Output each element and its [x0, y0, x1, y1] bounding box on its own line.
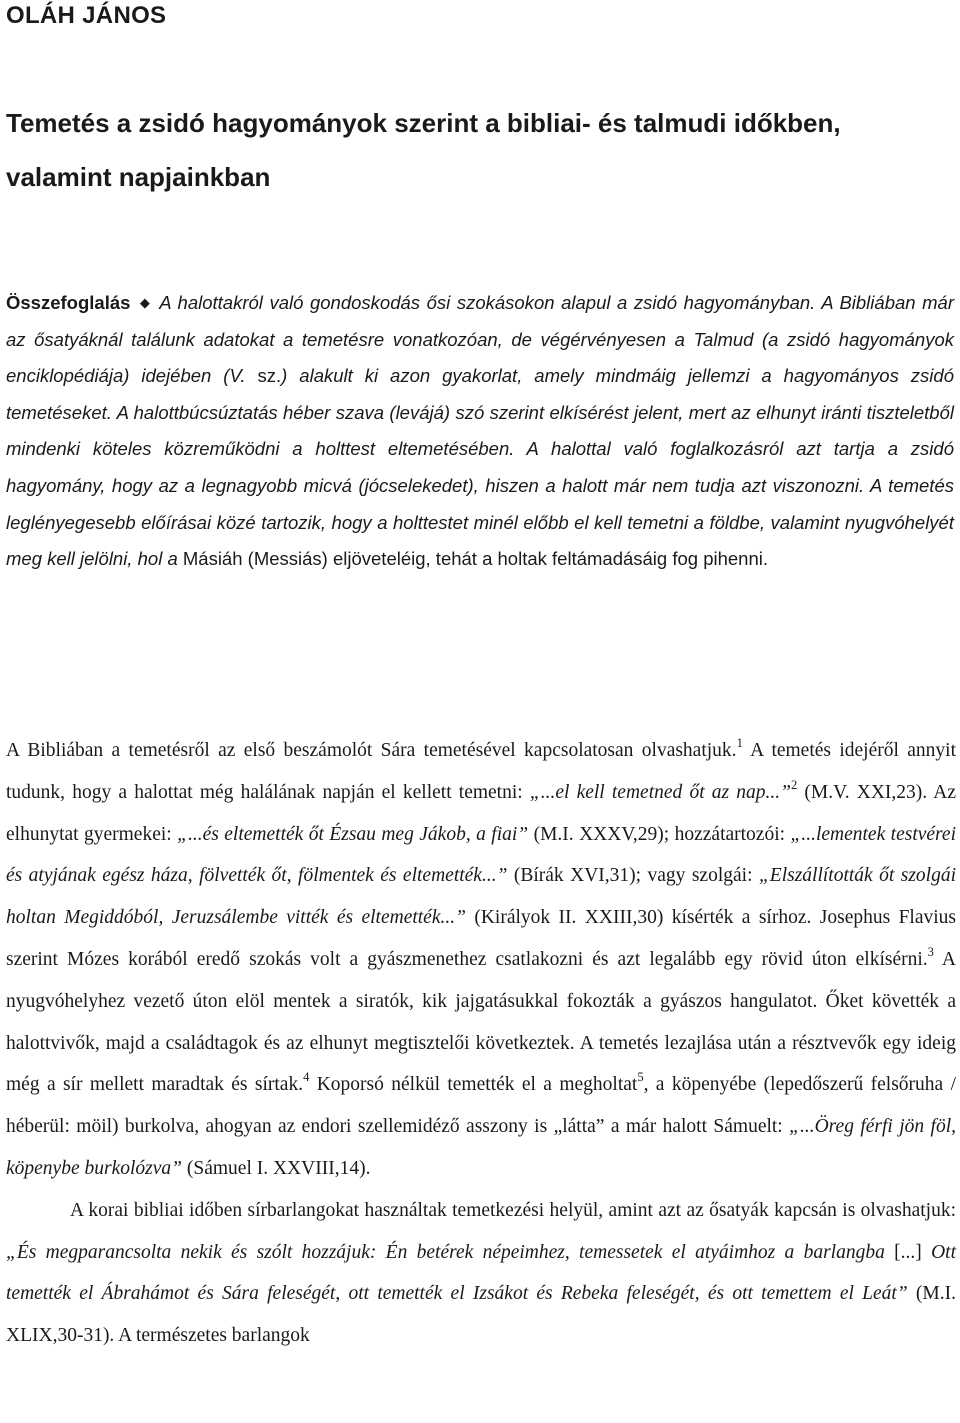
author-name: OLÁH JÁNOS [6, 2, 167, 29]
abstract [6, 285, 954, 578]
body-text [6, 730, 956, 1357]
quotation: „És megparancsolta nekik és szólt hozzájuk: Én betérek népeimhez, temessetek el atyáimhoz a barlangba [6, 1241, 885, 1263]
text-run: A nyugvóhelyhez vezető úton elöl mentek a siratók, kik jajgatásukkal fokozták a gyászos hangulatot. Őket követték a halottvivők, majd a családtagok és az elhunyt megtisztelői következtek. A temetés lezajlása után a résztvevők egy ideig még a sír mellett maradtak és sírtak. [6, 948, 956, 1096]
quotation: „...Öreg férfi jön föl, köpenybe burkolózva” [6, 1116, 956, 1179]
quotation: „Elszállították őt szolgái holtan Megiddóból, Jeruzsálembe vitték és eltemették...” [6, 865, 956, 929]
footnote-ref-5[interactable]: 5 [637, 1070, 644, 1085]
paragraph-1 [6, 730, 956, 1190]
footnote-ref-1[interactable]: 1 [736, 736, 743, 750]
footnote-ref-4[interactable]: 4 [303, 1070, 310, 1085]
text-run: (Királyok II. XXIII,30) kísérték a sírhoz. Josephus Flavius szerint Mózes korából eredő szokás volt a gyászmenethez csatlakozni és azt legalább egy rövid úton elkísérni. [6, 907, 956, 970]
abstract-text-4: Másiáh (Messiás) eljöveteléig, tehát a holtak feltámadásáig fog pihenni. [182, 548, 769, 570]
text-run: (M.V. XXI,23). Az elhunytat gyermekei: [6, 781, 956, 845]
text-run: , a köpenyébe (lepedőszerű felsőruha / héberül: möil) burkolva, ahogyan az endori szellemidéző asszony is „látta” a már halott Sámuelt: [6, 1074, 956, 1138]
text-run: A korai bibliai időben sírbarlangokat használtak temetkezési helyül, amint azt az ősatyák kapcsán is olvashatjuk: [70, 1199, 956, 1221]
text-run: A Bibliában a temetésről az első beszámolót Sára temetésével kapcsolatosan olvashatjuk. [6, 740, 737, 761]
abstract-text-3: ) alakult ki azon gyakorlat, amely mindmáig jellemzi a hagyományos zsidó temetéseket. A halottbúcsúztatás héber szava (levájá) szó szerint elkísérést jelent, mert az elhunyt iránti tiszteletből mindenki köteles közreműködni a holttest eltemetésében. A halottal való foglalkozásról azt tartja a zsidó hagyomány, hogy az a legnagyobb micvá (jócselekedet), hiszen a halott már nem tudja azt viszonozni. A temetés leglényegesebb előírásai közé tartozik, hogy a holttestet minél előbb el kell temetni a földbe, valamint nyugvóhelyét meg kell jelölni, hol a [6, 365, 954, 570]
abstract-label: Összefoglalás [6, 292, 131, 313]
article-title: Temetés a zsidó hagyományok szerint a bibliai- és talmudi időkben, valamint napjainkban [6, 108, 841, 192]
text-run: [...] [884, 1241, 932, 1263]
quotation: „...és eltemették őt Ézsau meg Jákob, a fiai” [177, 823, 529, 845]
text-run: A temetés idejéről annyit tudunk, hogy a halottat még halálának napján el kellett temetni: [6, 740, 956, 803]
quotation: „...lementek testvérei és atyjának egész háza, fölvették őt, fölmentek és eltemették...” [6, 823, 956, 887]
paragraph-2 [6, 1190, 956, 1357]
text-run: Koporsó nélkül temették el a megholtat [309, 1074, 638, 1096]
footnote-ref-3[interactable]: 3 [927, 944, 934, 959]
text-run: (M.I. XXXV,29); hozzátartozói: [528, 823, 791, 845]
quotation: „...el kell temetned őt az nap...” [529, 781, 792, 803]
text-run: (M.I. XLIX,30-31). A természetes barlangok [6, 1283, 957, 1347]
footnote-ref-2[interactable]: 2 [791, 777, 798, 792]
abstract-text-1: A halottakról való gondoskodás ősi szokásokon alapul a zsidó hagyományban. A Bibliában már az ősatyáknál találunk adatokat a temetésre vonatkozóan, de végérvényesen a Talmud (a zsidó hagyományok enciklopédiája) idejében (V. [6, 292, 954, 387]
diamond-bullet-icon: ◆ [138, 295, 152, 310]
abstract-text-2: sz. [257, 365, 282, 387]
text-run: (Sámuel I. XXVIII,14). [182, 1157, 371, 1179]
text-run: (Bírák XVI,31); vagy szolgái: [507, 865, 759, 887]
quotation: Ott temették el Ábrahámot és Sára feleségét, ott temették el Izsákot és Rebeka feleségét, és ott temettem el Leát” [6, 1241, 956, 1305]
